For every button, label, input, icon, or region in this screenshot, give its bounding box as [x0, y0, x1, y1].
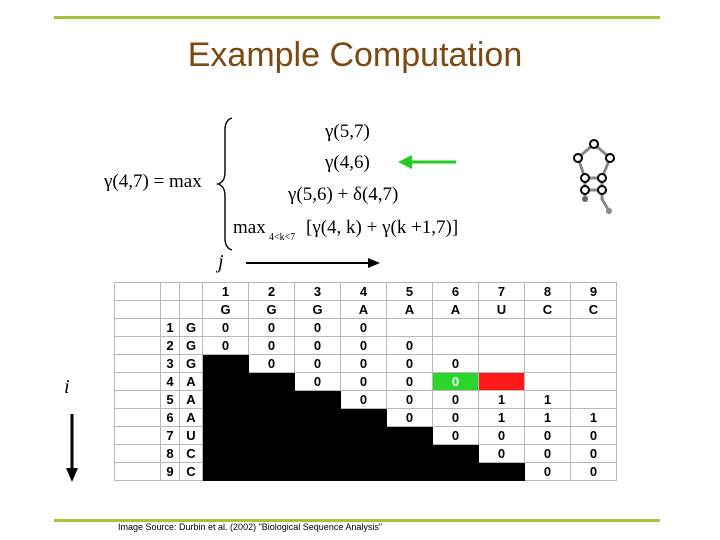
matrix-cell — [525, 337, 571, 355]
matrix-cell: 1 — [479, 391, 525, 409]
matrix-cell: 0 — [433, 355, 479, 373]
row-index: 2 — [161, 337, 180, 355]
label-i: i — [64, 376, 70, 398]
equation-brace — [218, 118, 232, 250]
matrix-cell — [525, 319, 571, 337]
matrix-cell: 0 — [387, 391, 433, 409]
matrix-cell: 0 — [295, 373, 341, 391]
row-spacer — [115, 427, 161, 445]
corner-cell — [180, 301, 203, 319]
equation-lhs: γ(4,7) = max — [104, 171, 202, 192]
equation-case-4-subscript: 4<k<7 — [269, 232, 296, 243]
corner-cell — [161, 283, 180, 301]
corner-cell — [115, 283, 161, 301]
matrix-cell: 1 — [525, 409, 571, 427]
matrix-cell: 0 — [341, 391, 387, 409]
equation-case-3: γ(5,6) + δ(4,7) — [288, 184, 399, 205]
matrix-cell — [479, 337, 525, 355]
matrix-cell: 0 — [525, 463, 571, 481]
matrix-cell: 0 — [249, 355, 295, 373]
matrix-cell: 0 — [341, 319, 387, 337]
matrix-cell — [387, 427, 433, 445]
table-row — [115, 355, 617, 373]
matrix-cell: 1 — [571, 409, 617, 427]
row-spacer — [115, 319, 161, 337]
col-base: G — [249, 301, 295, 319]
row-base: A — [180, 391, 203, 409]
table-row — [115, 409, 617, 427]
col-base: C — [525, 301, 571, 319]
row-index: 5 — [161, 391, 180, 409]
row-index: 9 — [161, 463, 180, 481]
matrix-cell: 0 — [479, 427, 525, 445]
green-left-arrow — [398, 155, 456, 169]
col-index: 2 — [249, 283, 295, 301]
matrix-cell — [203, 463, 249, 481]
matrix-cell — [479, 463, 525, 481]
matrix-cell: 0 — [479, 445, 525, 463]
matrix-cell: 0 — [295, 337, 341, 355]
j-direction-arrow — [246, 258, 380, 268]
matrix-cell — [479, 373, 525, 391]
matrix-cell — [387, 463, 433, 481]
matrix-cell: 0 — [295, 355, 341, 373]
row-index: 8 — [161, 445, 180, 463]
equation-case-4-max: max — [233, 217, 266, 238]
row-spacer — [115, 391, 161, 409]
matrix-cell — [203, 427, 249, 445]
col-index: 5 — [387, 283, 433, 301]
matrix-cell — [341, 463, 387, 481]
matrix-cell — [387, 445, 433, 463]
matrix-cell: 0 — [433, 373, 479, 391]
matrix-cell — [249, 463, 295, 481]
corner-cell — [180, 283, 203, 301]
table-row — [115, 391, 617, 409]
col-index: 4 — [341, 283, 387, 301]
row-index: 7 — [161, 427, 180, 445]
col-base: U — [479, 301, 525, 319]
matrix-cell: 0 — [525, 427, 571, 445]
row-base: G — [180, 319, 203, 337]
matrix-cell: 0 — [525, 445, 571, 463]
matrix-cell — [341, 409, 387, 427]
col-base: G — [295, 301, 341, 319]
col-base: C — [571, 301, 617, 319]
matrix-cell: 0 — [571, 427, 617, 445]
matrix-cell — [249, 391, 295, 409]
matrix-cell — [571, 319, 617, 337]
matrix-cell — [571, 337, 617, 355]
table-row — [115, 427, 617, 445]
row-base: G — [180, 355, 203, 373]
matrix-cell — [341, 445, 387, 463]
equation-case-2: γ(4,6) — [325, 152, 370, 173]
matrix-cell — [433, 463, 479, 481]
row-base: A — [180, 373, 203, 391]
matrix-cell: 0 — [341, 373, 387, 391]
matrix-cell — [295, 463, 341, 481]
matrix-cell — [341, 427, 387, 445]
matrix-cell — [433, 445, 479, 463]
rna-hairpin-icon — [574, 140, 614, 214]
row-index: 6 — [161, 409, 180, 427]
matrix-cell — [203, 355, 249, 373]
matrix-cell: 1 — [525, 391, 571, 409]
matrix-cell — [249, 409, 295, 427]
label-j: j — [218, 251, 224, 273]
matrix-cell: 0 — [433, 427, 479, 445]
col-index: 7 — [479, 283, 525, 301]
matrix-cell — [295, 409, 341, 427]
row-index: 1 — [161, 319, 180, 337]
matrix-cell: 0 — [433, 409, 479, 427]
matrix-cell: 0 — [249, 319, 295, 337]
matrix-cell — [479, 355, 525, 373]
matrix-cell — [295, 427, 341, 445]
corner-cell — [161, 301, 180, 319]
matrix-cell: 0 — [203, 337, 249, 355]
row-base: C — [180, 445, 203, 463]
row-spacer — [115, 463, 161, 481]
col-index: 8 — [525, 283, 571, 301]
matrix-cell — [479, 319, 525, 337]
matrix-cell — [249, 427, 295, 445]
col-index: 1 — [203, 283, 249, 301]
matrix-cell — [203, 445, 249, 463]
matrix-cell — [571, 391, 617, 409]
matrix-cell — [203, 373, 249, 391]
row-base: U — [180, 427, 203, 445]
matrix-cell: 0 — [203, 319, 249, 337]
matrix-cell: 0 — [249, 337, 295, 355]
table-row — [115, 445, 617, 463]
table-row — [115, 373, 617, 391]
row-base: C — [180, 463, 203, 481]
matrix-cell: 1 — [479, 409, 525, 427]
col-index: 9 — [571, 283, 617, 301]
matrix-cell — [433, 319, 479, 337]
col-index: 3 — [295, 283, 341, 301]
col-base: A — [341, 301, 387, 319]
corner-cell — [115, 301, 161, 319]
image-source-caption: Image Source: Durbin et al. (2002) "Biological Sequence Analysis" — [118, 522, 383, 532]
table-row — [115, 337, 617, 355]
matrix-cell: 0 — [571, 463, 617, 481]
row-base: G — [180, 337, 203, 355]
row-spacer — [115, 337, 161, 355]
col-base: A — [387, 301, 433, 319]
row-index: 4 — [161, 373, 180, 391]
matrix-cell — [249, 373, 295, 391]
matrix-cell — [203, 409, 249, 427]
matrix-cell: 0 — [387, 355, 433, 373]
matrix-cell — [525, 355, 571, 373]
matrix-cell — [387, 319, 433, 337]
matrix-cell — [433, 337, 479, 355]
header-row-bases — [115, 301, 617, 319]
table-row — [115, 319, 617, 337]
matrix-cell: 0 — [295, 319, 341, 337]
matrix-cell: 0 — [387, 373, 433, 391]
matrix-cell — [203, 391, 249, 409]
equation-case-4-body: [γ(4, k) + γ(k +1,7)] — [306, 217, 459, 238]
matrix-cell: 0 — [341, 355, 387, 373]
matrix-cell — [295, 445, 341, 463]
row-spacer — [115, 373, 161, 391]
row-spacer — [115, 355, 161, 373]
col-base: G — [203, 301, 249, 319]
matrix-cell: 0 — [341, 337, 387, 355]
matrix-cell — [571, 355, 617, 373]
slide-title: Example Computation — [187, 36, 523, 74]
matrix-cell: 0 — [387, 409, 433, 427]
row-spacer — [115, 409, 161, 427]
col-index: 6 — [433, 283, 479, 301]
matrix-cell — [571, 373, 617, 391]
matrix-cell: 0 — [433, 391, 479, 409]
row-base: A — [180, 409, 203, 427]
equation-case-1: γ(5,7) — [325, 121, 370, 142]
dp-matrix — [114, 282, 617, 481]
matrix-cell — [295, 391, 341, 409]
table-row — [115, 463, 617, 481]
matrix-cell: 0 — [571, 445, 617, 463]
col-base: A — [433, 301, 479, 319]
matrix-cell — [249, 445, 295, 463]
matrix-cell — [525, 373, 571, 391]
matrix-cell: 0 — [387, 337, 433, 355]
header-row-indices — [115, 283, 617, 301]
row-spacer — [115, 445, 161, 463]
i-direction-arrow — [66, 414, 78, 482]
row-index: 3 — [161, 355, 180, 373]
